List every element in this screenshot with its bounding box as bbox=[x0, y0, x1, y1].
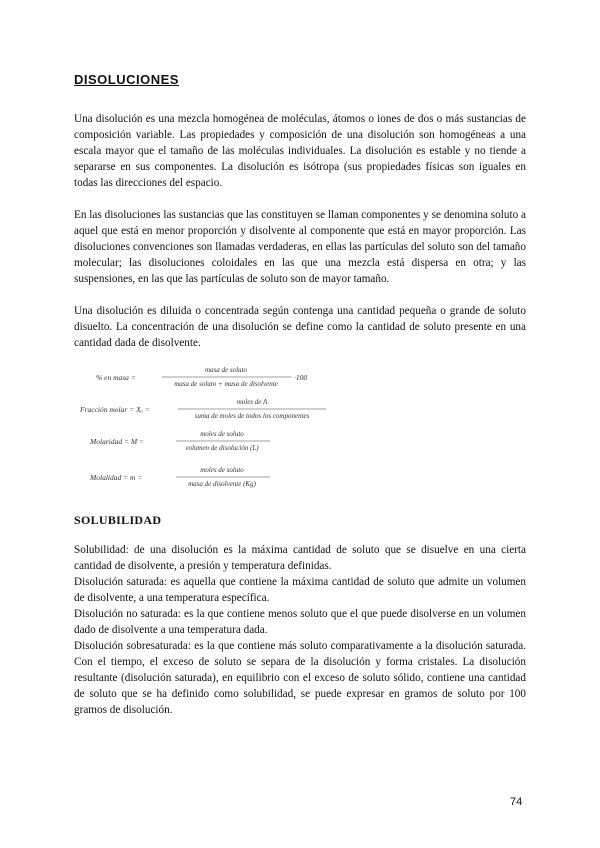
paragraph-concentration: Una disolución es diluida o concentrada según contenga una cantidad pequeña o grande de soluto disuelto. La concentración de una disolución se define como la cantidad de soluto presente en una cantidad dada de disolvente. bbox=[74, 305, 526, 349]
concentration-formulas bbox=[80, 360, 380, 500]
formula-molarity bbox=[89, 430, 270, 452]
formula-2-lhs: Fracción molar = Xₐ = bbox=[80, 405, 150, 414]
formula-1-lhs: % en masa = bbox=[96, 373, 136, 382]
formula-mass-percent bbox=[96, 366, 307, 388]
subsection-title: SOLUBILIDAD bbox=[74, 513, 162, 527]
formula-2-den: suma de moles de todos los componentes bbox=[194, 412, 310, 420]
formula-1-rhs: ·100 bbox=[294, 373, 308, 382]
solubility-definitions bbox=[74, 542, 526, 718]
formula-2-num: moles de A bbox=[236, 398, 268, 406]
page-number: 74 bbox=[510, 796, 523, 808]
definition-unsaturated: Disolución no saturada: es la que contiene menos soluto que el que puede disolverse en un volumen dado de disolvente a una temperatura dada. bbox=[74, 608, 526, 636]
definition-solubility: Solubilidad: de una disolución es la máxima cantidad de soluto que se disuelve en una cierta cantidad de disolvente, a presión y temperatura definidas. bbox=[74, 544, 526, 572]
formula-4-lhs: Molalidad = m = bbox=[90, 473, 143, 482]
formula-1-num: masa de soluto bbox=[205, 366, 247, 374]
section-title: DISOLUCIONES bbox=[74, 72, 179, 87]
paragraph-components: En las disoluciones las sustancias que las constituyen se llaman componentes y se denomina soluto a aquel que está en menor proporción y disolvente al componente que está en mayor proporción. Las disoluciones convenciones son llamadas verdaderas, en ellas las partículas del soluto son del tamaño molecular; las disoluciones coloidales en las que una mezcla está dispersa en otra; y las suspensiones, en las que las partículas de soluto son de mayor tamaño. bbox=[74, 209, 526, 285]
formula-4-den: masa de disolvente (Kg) bbox=[188, 480, 256, 488]
formula-1-den: masa de soluto + masa de disolvente bbox=[174, 380, 278, 388]
paragraph-definition: Una disolución es una mezcla homogénea de moléculas, átomos o iones de dos o más sustancias de composición variable. Las propiedades y composición de una disolución son homogéneas a una escala mayor que el tamaño de las moléculas individuales. La disolución es estable y no tiende a separarse en sus componentes. La disolución es isótropa (sus propiedades físicas son iguales en todas las direcciones del espacio. bbox=[74, 113, 526, 189]
formula-4-num: moles de soluto bbox=[200, 466, 244, 474]
formula-3-den: volumen de disolución (L) bbox=[185, 444, 259, 452]
definition-saturated: Disolución saturada: es aquella que contiene la máxima cantidad de soluto que admite un volumen de disolvente, a una temperatura específica. bbox=[74, 576, 526, 604]
formula-mole-fraction bbox=[80, 398, 326, 420]
definition-supersaturated: Disolución sobresaturada: es la que contiene más soluto comparativamente a la disolución saturada. Con el tiempo, el exceso de soluto se separa de la disolución y forma cristales. La disolución resultante (disolución saturada), en equilibrio con el exceso de soluto sólido, contiene una cantidad de soluto que se ha definido como solubilidad, se puede expresar en gramos de soluto por 100 gramos de disolución. bbox=[74, 640, 526, 716]
formula-molality bbox=[89, 466, 270, 488]
formula-3-num: moles de soluto bbox=[200, 430, 244, 438]
formula-3-lhs: Molaridad = M = bbox=[90, 437, 145, 446]
